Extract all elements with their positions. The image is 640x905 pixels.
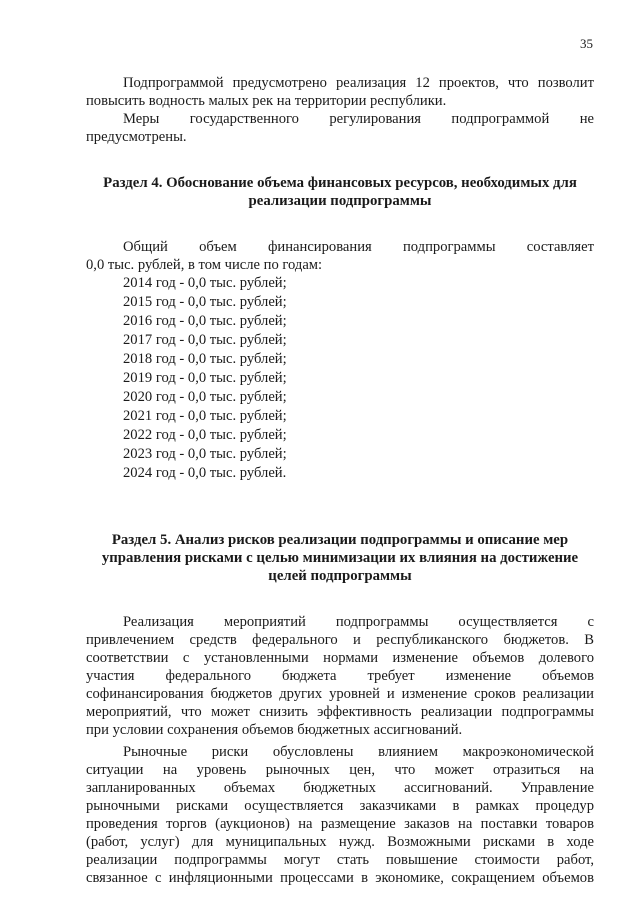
heading-line: Раздел 5. Анализ рисков реализации подпрограммы и описание мер: [111, 532, 569, 548]
year-item: 2019 год - 0,0 тыс. рублей;: [123, 370, 287, 386]
text-line: ситуации на уровень рыночных цен, что может отразиться на: [86, 762, 594, 778]
page-number: 35: [580, 36, 593, 51]
heading-line: целей подпрограммы: [268, 568, 412, 584]
text-line: софинансирования бюджетов других уровней и изменение сроков реализации: [86, 686, 594, 702]
year-item: 2020 год - 0,0 тыс. рублей;: [123, 389, 287, 405]
text-line: при условии сохранения объемов бюджетных ассигнований.: [86, 722, 463, 738]
text-line: проведения торгов (аукционов) на размещение заказов на поставки товаров: [86, 816, 594, 832]
financing-by-year-list: [86, 274, 594, 483]
text-line: привлечением средств федерального и республиканского бюджетов. В: [86, 632, 594, 648]
text-line: соответствии с установленными нормами изменение объемов долевого: [86, 650, 594, 666]
text-line: Реализация мероприятий подпрограммы осуществляется с: [123, 614, 594, 630]
year-item: 2023 год - 0,0 тыс. рублей;: [123, 446, 287, 462]
year-item: 2018 год - 0,0 тыс. рублей;: [123, 351, 287, 367]
year-item: 2022 год - 0,0 тыс. рублей;: [123, 427, 287, 443]
text-line: участия федерального бюджета требует изменение объемов: [86, 668, 594, 684]
risk-paragraph-2: [86, 743, 594, 887]
text-line: (работ, услуг) для муниципальных нужд. Возможными рисками в ходе: [86, 834, 594, 850]
intro-paragraph-2: [86, 110, 594, 146]
section-4-heading: [86, 174, 594, 210]
heading-line: Раздел 4. Обоснование объема финансовых ресурсов, необходимых для: [103, 175, 577, 191]
heading-line: управления рисками с целью минимизации их влияния на достижение: [101, 550, 579, 566]
year-item: 2015 год - 0,0 тыс. рублей;: [123, 294, 287, 310]
year-item: 2024 год - 0,0 тыс. рублей.: [123, 465, 287, 481]
text-line: рыночными рисками осуществляется заказчиками в рамках процедур: [86, 798, 594, 814]
text-line: Меры государственного регулирования подпрограммой не: [123, 111, 594, 127]
year-item: 2016 год - 0,0 тыс. рублей;: [123, 313, 287, 329]
section-5-heading: [86, 531, 594, 585]
text-line: связанное с инфляционными процессами в экономике, сокращением объемов: [86, 870, 594, 886]
year-item: 2014 год - 0,0 тыс. рублей;: [123, 275, 287, 291]
risk-paragraph-1: [86, 613, 594, 739]
text-line: реализации подпрограммы могут стать повышение стоимости работ,: [86, 852, 594, 868]
text-line: Подпрограммой предусмотрено реализация 12 проектов, что позволит: [123, 75, 594, 91]
text-line: запланированных объемах бюджетных ассигнований. Управление: [86, 780, 594, 796]
document-body: [86, 74, 594, 887]
text-line: Общий объем финансирования подпрограммы составляет: [123, 239, 594, 255]
financing-paragraph: [86, 238, 594, 274]
text-line: Рыночные риски обусловлены влиянием макроэкономической: [123, 744, 594, 760]
text-line: мероприятий, что может снизить эффективность реализации подпрограммы: [86, 704, 594, 720]
intro-paragraph-1: [86, 74, 594, 110]
heading-line: реализации подпрограммы: [248, 193, 432, 209]
year-item: 2017 год - 0,0 тыс. рублей;: [123, 332, 287, 348]
text-line: 0,0 тыс. рублей, в том числе по годам:: [86, 257, 323, 273]
year-item: 2021 год - 0,0 тыс. рублей;: [123, 408, 287, 424]
text-line: предусмотрены.: [86, 129, 187, 145]
text-line: повысить водность малых рек на территории республики.: [86, 93, 447, 109]
